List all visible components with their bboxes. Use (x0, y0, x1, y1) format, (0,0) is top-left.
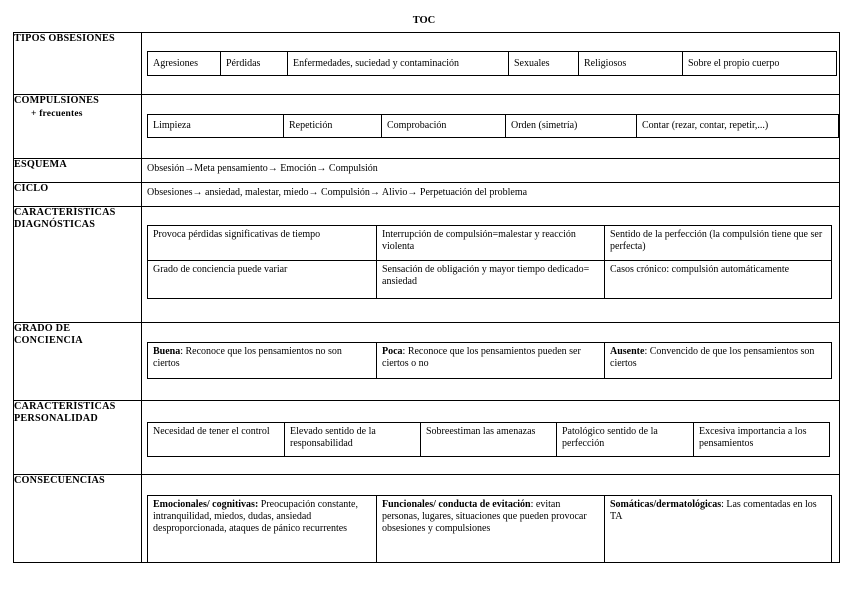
diag-obligacion: Sensación de obligación y mayor tiempo dedicado= ansiedad (377, 261, 605, 299)
row-esquema (14, 159, 840, 183)
compulsion-contar: Contar (rezar, contar, repetir,...) (637, 115, 839, 138)
label-caracteristicas-personalidad (14, 401, 142, 475)
ciclo-content (142, 183, 840, 207)
consecuencias-content (142, 475, 840, 563)
compulsion-limpieza: Limpieza (148, 115, 284, 138)
row-grado-conciencia (14, 323, 840, 401)
grado-poca-term: Poca (382, 346, 403, 357)
esquema-text: Obsesión→Meta pensamiento→ Emoción→ Compulsión (147, 163, 378, 174)
label-ciclo: CICLO (14, 183, 142, 207)
label-grado-conciencia (14, 323, 142, 401)
label-compulsiones (14, 95, 142, 159)
grado-ausente-term: Ausente (610, 346, 645, 357)
personalidad-amenazas: Sobreestiman las amenazas (421, 423, 557, 457)
personalidad-list (147, 422, 830, 457)
label-grado-line1: GRADO DE (14, 323, 71, 334)
compulsiones-content (142, 95, 840, 159)
caracteristicas-diagnosticas-content (142, 207, 840, 323)
compulsion-comprobacion: Comprobación (382, 115, 506, 138)
tipo-enfermedades: Enfermedades, suciedad y contaminación (288, 52, 509, 76)
label-caracteristicas-diagnosticas (14, 207, 142, 323)
consecuencia-funcionales (377, 496, 605, 563)
personalidad-control: Necesidad de tener el control (148, 423, 285, 457)
row-caracteristicas-diagnosticas (14, 207, 840, 323)
consecuencia-somaticas-desc: : Las comentadas en los TA (610, 499, 817, 522)
diag-perdidas-tiempo: Provoca pérdidas significativas de tiempo (148, 226, 377, 261)
grado-buena-desc: : Reconoce que los pensamientos no son ciertos (153, 346, 342, 369)
label-compulsiones-sub: + frecuentes (31, 109, 83, 120)
row-caracteristicas-personalidad (14, 401, 840, 475)
diag-grado-conciencia: Grado de conciencia puede variar (148, 261, 377, 299)
tipos-obsesiones-list (147, 51, 837, 76)
grado-ausente (605, 343, 832, 379)
consecuencia-emocionales-desc: Preocupación constante, intranquilidad, miedos, dudas, ansiedad desproporcionada, ataques de pánico recurrentes (153, 499, 358, 534)
grado-buena-term: Buena (153, 346, 181, 357)
row-consecuencias (14, 475, 840, 563)
label-personalidad-line1: CARACTERÍSTICAS (14, 401, 116, 412)
label-personalidad-line2: PERSONALIDAD (14, 413, 98, 425)
label-caract-diag-line1: CARACTERÍSTICAS (14, 207, 116, 218)
label-compulsiones-title: COMPULSIONES (14, 95, 100, 106)
label-consecuencias: CONSECUENCIAS (14, 475, 142, 563)
tipo-religiosos: Religiosos (579, 52, 683, 76)
consecuencia-emocionales (148, 496, 377, 563)
label-tipos-obsesiones: TIPOS OBSESIONES (14, 33, 142, 95)
caracteristicas-personalidad-content (142, 401, 840, 475)
personalidad-responsabilidad: Elevado sentido de la responsabilidad (285, 423, 421, 457)
consecuencia-funcionales-desc: : evitan personas, lugares, situaciones que pueden provocar obsesiones y compulsiones (382, 499, 587, 534)
consecuencia-emocionales-term: Emocionales/ cognitivas: (153, 499, 259, 510)
label-caract-diag-line2: DIAGNÓSTICAS (14, 219, 96, 231)
grado-poca (377, 343, 605, 379)
grado-conciencia-content (142, 323, 840, 401)
grado-conciencia-list (147, 342, 832, 379)
consecuencia-funcionales-term: Funcionales/ conducta de evitación (382, 499, 531, 510)
compulsion-repeticion: Repetición (284, 115, 382, 138)
tipo-agresiones: Agresiones (148, 52, 221, 76)
compulsiones-list (147, 114, 839, 138)
tipos-obsesiones-content (142, 33, 840, 95)
caracteristicas-diagnosticas-grid (147, 225, 832, 299)
ciclo-text: Obsesiones→ ansiedad, malestar, miedo→ Compulsión→ Alivio→ Perpetuación del problema (147, 187, 528, 198)
consecuencia-somaticas (605, 496, 832, 563)
diag-interrupcion: Interrupción de compulsión=malestar y reacción violenta (377, 226, 605, 261)
tipo-propio-cuerpo: Sobre el propio cuerpo (683, 52, 837, 76)
label-esquema: ESQUEMA (14, 159, 142, 183)
row-compulsiones (14, 95, 840, 159)
personalidad-perfeccion: Patológico sentido de la perfección (557, 423, 694, 457)
grado-poca-desc: : Reconoce que los pensamientos pueden ser ciertos o no (382, 346, 581, 369)
page-title: TOC (412, 15, 436, 26)
row-tipos-obsesiones (14, 33, 840, 95)
grado-ausente-desc: : Convencido de que los pensamientos son ciertos (610, 346, 815, 369)
diag-perfeccion: Sentido de la perfección (la compulsión tiene que ser perfecta) (605, 226, 832, 261)
tipo-sexuales: Sexuales (509, 52, 579, 76)
consecuencia-somaticas-term: Somáticas/dermatológicas (610, 499, 722, 510)
diag-casos-cronico: Casos crónico: compulsión automáticamente (605, 261, 832, 299)
esquema-content (142, 159, 840, 183)
tipo-perdidas: Pérdidas (221, 52, 288, 76)
grado-buena (148, 343, 377, 379)
label-grado-line2: CONCIENCIA (14, 335, 83, 347)
personalidad-pensamientos: Excesiva importancia a los pensamientos (694, 423, 830, 457)
consecuencias-list (147, 495, 832, 563)
row-ciclo (14, 183, 840, 207)
toc-summary-table (13, 32, 840, 582)
compulsion-orden: Orden (simetría) (506, 115, 637, 138)
